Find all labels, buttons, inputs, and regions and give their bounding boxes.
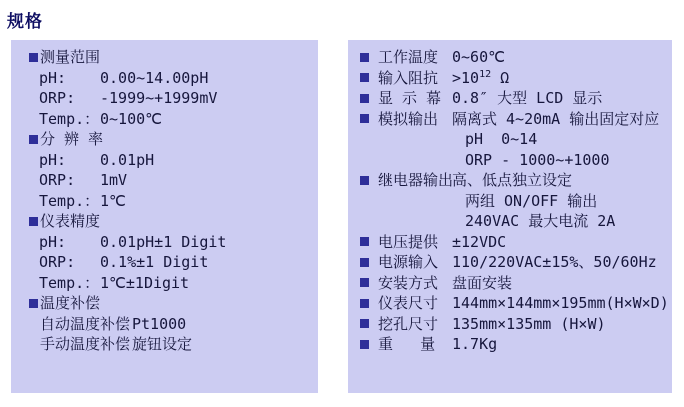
spec-row (348, 293, 672, 314)
spec-row (348, 129, 672, 150)
spec-row (348, 170, 672, 191)
param-key: ORP: (39, 253, 76, 271)
spec-value: 1.7Kg (452, 335, 498, 353)
spec-value-continued: 两组 ON/OFF 输出 (465, 191, 598, 210)
param-value: 0.01pH (100, 150, 155, 169)
spec-label: 继电器输出 (378, 171, 454, 189)
spec-value: 隔离式 4~20mA 输出固定对应 (452, 109, 660, 128)
param-value: -1999~+1999mV (100, 89, 218, 107)
bullet-square-icon (29, 53, 38, 62)
spec-label: 重 量 (378, 335, 436, 353)
spec-row (11, 47, 318, 68)
spec-row (348, 47, 672, 68)
spec-row (11, 334, 318, 355)
value-text: Ω (491, 68, 510, 87)
spec-label: 输入阻抗 (378, 68, 439, 87)
bullet-square-icon (29, 217, 38, 226)
spec-label: 电源输入 (378, 253, 439, 271)
spec-row (348, 68, 672, 89)
spec-row (11, 129, 318, 150)
param-key: Temp.： (39, 109, 100, 128)
spec-value: ±12VDC (452, 232, 507, 251)
spec-label: 显 示 幕 (378, 89, 442, 107)
page-title: 规格 (7, 12, 43, 32)
param-key: Temp.： (39, 191, 100, 210)
bullet-square-icon (360, 73, 369, 82)
superscript-text: 12 (479, 68, 492, 80)
spec-row (11, 314, 318, 335)
spec-value-continued: pH 0~14 (465, 130, 538, 148)
spec-value: 高、低点独立设定 (452, 171, 573, 189)
param-key: pH: (39, 68, 67, 87)
param-value: 旋钮设定 (132, 335, 193, 353)
spec-row (348, 109, 672, 130)
spec-value: 0~60℃ (452, 48, 505, 66)
bullet-square-icon (360, 258, 369, 267)
param-value: 0.00~14.00pH (100, 68, 209, 87)
spec-row (348, 232, 672, 253)
spec-row (11, 170, 318, 191)
spec-value: 144mm×144mm×195mm(H×W×D) (452, 294, 669, 312)
spec-row (348, 334, 672, 355)
spec-row (348, 88, 672, 109)
spec-label: 仪表尺寸 (378, 294, 439, 312)
param-value: 0.1%±1 Digit (100, 253, 209, 271)
param-key: Temp.： (39, 273, 100, 292)
param-value: Pt1000 (132, 314, 187, 333)
spec-row (11, 252, 318, 273)
spec-value-continued: ORP - 1000~+1000 (465, 150, 610, 169)
param-key: ORP: (39, 89, 76, 107)
bullet-square-icon (360, 94, 369, 103)
spec-row (348, 150, 672, 171)
param-key: 手动温度补偿 (40, 335, 131, 353)
spec-row (348, 252, 672, 273)
spec-row (11, 191, 318, 212)
param-value: 1℃ (100, 191, 126, 210)
value-text: >10 (452, 68, 480, 87)
bullet-square-icon (360, 299, 369, 308)
param-value: 1℃±1Digit (100, 273, 190, 292)
section-label: 测量范围 (40, 48, 101, 66)
spec-value (452, 68, 509, 89)
spec-row (11, 211, 318, 232)
spec-value: 110/220VAC±15%、50/60Hz (452, 253, 657, 271)
section-label: 分 辨 率 (40, 130, 104, 148)
spec-label: 电压提供 (378, 232, 439, 251)
bullet-square-icon (29, 135, 38, 144)
spec-label: 安装方式 (378, 273, 439, 292)
spec-row (11, 68, 318, 89)
spec-label: 工作温度 (378, 48, 439, 66)
spec-row (11, 109, 318, 130)
bullet-square-icon (360, 114, 369, 123)
bullet-square-icon (360, 319, 369, 328)
section-label: 仪表精度 (40, 212, 101, 230)
bullet-square-icon (360, 340, 369, 349)
spec-panel-right (348, 40, 672, 393)
spec-row (348, 314, 672, 335)
spec-row (11, 150, 318, 171)
spec-value-continued: 240VAC 最大电流 2A (465, 212, 616, 230)
spec-label: 模拟输出 (378, 109, 439, 128)
param-value: 0.01pH±1 Digit (100, 232, 227, 251)
spec-row (11, 88, 318, 109)
bullet-square-icon (360, 176, 369, 185)
section-label: 温度补偿 (40, 294, 101, 312)
bullet-square-icon (360, 237, 369, 246)
param-key: pH: (39, 150, 67, 169)
bullet-square-icon (360, 53, 369, 62)
spec-row (348, 273, 672, 294)
param-value: 1mV (100, 171, 128, 189)
param-key: ORP: (39, 171, 76, 189)
param-value: 0~100℃ (100, 109, 162, 128)
spec-value: 0.8″ 大型 LCD 显示 (452, 89, 603, 107)
spec-panel-left (11, 40, 318, 393)
spec-value: 盘面安装 (452, 273, 513, 292)
spec-row (348, 191, 672, 212)
bullet-square-icon (29, 299, 38, 308)
spec-value: 135mm×135mm (H×W) (452, 314, 606, 333)
spec-row (11, 293, 318, 314)
param-key: 自动温度补偿 (40, 314, 131, 333)
spec-row (11, 273, 318, 294)
spec-row (348, 211, 672, 232)
spec-row (11, 232, 318, 253)
param-key: pH: (39, 232, 67, 251)
bullet-square-icon (360, 278, 369, 287)
spec-label: 挖孔尺寸 (378, 314, 439, 333)
